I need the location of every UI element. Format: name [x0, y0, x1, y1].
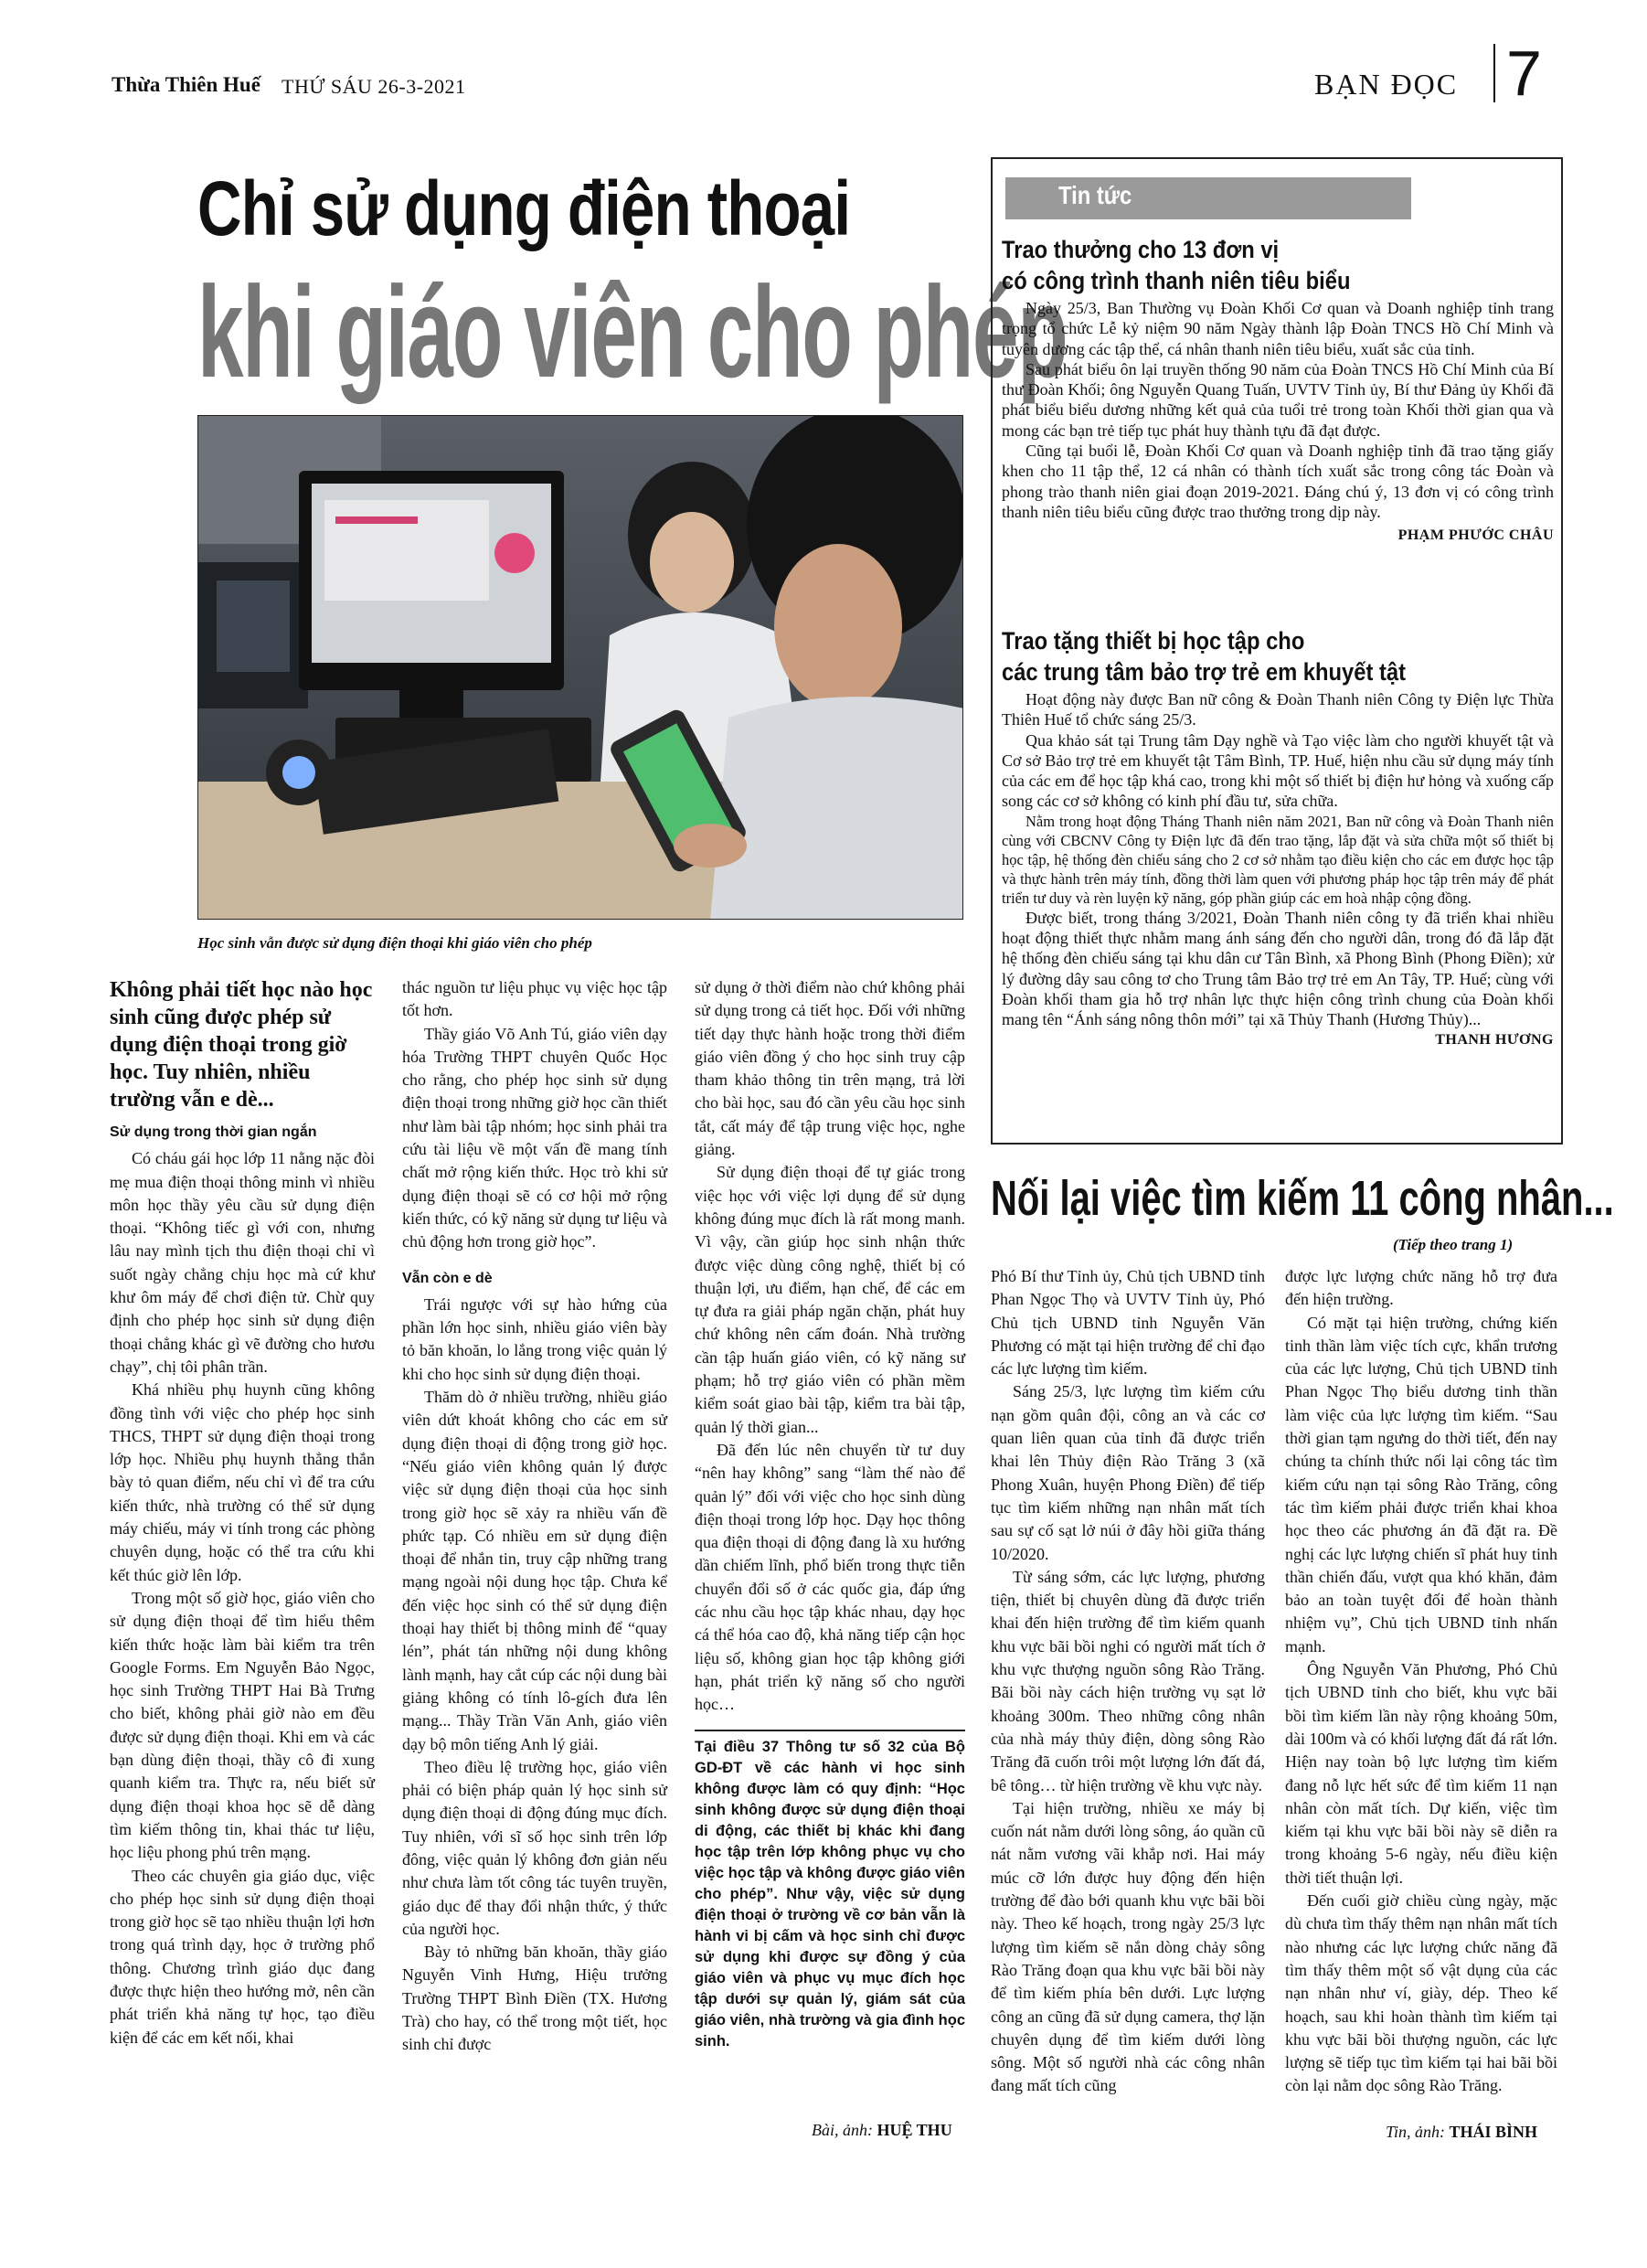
main-article-column-2: [402, 976, 667, 2057]
paragraph: được lực lượng chức năng hỗ trợ đưa đến hiện trường.: [1285, 1267, 1557, 1309]
news-item-1-title-line1: Trao thưởng cho 13 đơn vị: [1002, 236, 1280, 263]
paragraph: Trái ngược với sự hào hứng của phần lớn học sinh, nhiều giáo viên bày tỏ băn khoăn, lo lắng trong việc quản lý khi cho học sinh sử dụng điện thoại.: [402, 1294, 667, 1383]
paragraph: Sau phát biểu ôn lại truyền thống 90 năm của Đoàn TNCS Hồ Chí Minh của Bí thư Đoàn Khối; ông Nguyễn Quang Tuấn, UVTV Tỉnh ủy, Bí thư Đảng ủy Khối đã phát biểu biểu dương những kết quả của tuổi trẻ trong toàn Khối thời gian qua và mong các bạn trẻ tiếp tục phát huy thành tựu đã đạt được.: [1002, 359, 1554, 440]
news-item-1-title-line2: có công trình thanh niên tiêu biểu: [1002, 267, 1351, 294]
masthead-divider: [1493, 44, 1495, 102]
main-title-line1: Chỉ sử dụng điện thoại: [197, 165, 851, 251]
regulation-quote-box: Tại điều 37 Thông tư số 32 của Bộ GD-ĐT về các hành vi học sinh không được làm có quy định: “Học sinh không được sử dụng điện thoại di động, các thiết bị khác khi đang học tập trên lớp không phục vụ cho việc học tập và không được giáo viên cho phép”. Như vậy, việc sử dụng điện thoại ở trường về cơ bản vẫn là hành vi bị cấm và học sinh chỉ được sử dụng khi được sự đồng ý của giáo viên và phục vụ mục đích học tập dưới sự quản lý, giám sát của giáo viên, nhà trường và gia đình học sinh.: [695, 1730, 965, 2052]
photo-caption: Học sinh vẫn được sử dụng điện thoại khi giáo viên cho phép: [197, 934, 592, 952]
paragraph: Ngày 25/3, Ban Thường vụ Đoàn Khối Cơ quan và Doanh nghiệp tỉnh trang trọng tổ chức Lễ kỷ niệm 90 năm Ngày thành lập Đoàn TNCS Hồ Chí Minh và tuyên dương các tập thể, cá nhân thanh niên tiêu biểu, xuất sắc của tỉnh.: [1002, 299, 1554, 358]
article3-column-2: [1285, 1265, 1557, 2098]
byline-prefix: Tin, ảnh:: [1386, 2123, 1446, 2141]
subheading-2: Vẫn còn e dè: [402, 1270, 493, 1286]
paragraph: Khá nhiều phụ huynh cũng không đồng tình với việc cho phép học sinh THCS, THPT sử dụng điện thoại trong lớp học. Nhiều phụ huynh thẳng thắn bày tỏ quan điểm, nếu chỉ vì để tra cứu kiến thức, nhà trường có thể sử dụng máy chiếu, máy vi tính trong các phòng chuyên dụng, hoặc có thể tra cứu khi kết thúc giờ lên lớp.: [110, 1380, 375, 1584]
paragraph: Tại hiện trường, nhiều xe máy bị cuốn nát nằm dưới lòng sông, áo quần cũ nát nằm vương vãi khắp nơi. Hai máy múc cỡ lớn được huy động đến hiện trường để đào bới quanh khu vực bãi bồi này. Theo kế hoạch, trong ngày 25/3 lực lượng tìm kiếm sẽ nắn dòng chảy sông Rào Trăng đoạn qua khu vực bãi bồi này để tìm kiếm phía bên dưới. Lực lượng công an cũng đã sử dụng camera, thợ lặn chuyên dụng để tìm kiếm dưới lòng sông. Một số người nhà các công nhân đang mất tích cũng: [991, 1798, 1265, 2095]
paragraph: thác nguồn tư liệu phục vụ việc học tập tốt hơn.: [402, 978, 667, 1020]
byline-author: THÁI BÌNH: [1449, 2123, 1538, 2141]
byline-author: HUỆ THU: [877, 2121, 952, 2139]
subheading-1: Sử dụng trong thời gian ngắn: [110, 1124, 317, 1140]
paragraph: Bày tỏ những băn khoăn, thầy giáo Nguyễn Vinh Hưng, Hiệu trưởng Trường THPT Bình Điền (TX. Hương Trà) cho hay, có thể trong một tiết, học sinh chỉ được: [402, 1943, 667, 2054]
paragraph: Theo các chuyên gia giáo dục, việc cho phép học sinh sử dụng điện thoại trong giờ học sẽ tạo nhiều thuận lợi hơn trong quá trình dạy, học ở trường phổ thông. Chương trình giáo dục đang được thực hiện theo hướng mở, nên cần phát triển khả năng tự học, tạo điều kiện để các em kết nối, khai: [110, 1866, 375, 2047]
paragraph: Có cháu gái học lớp 11 nằng nặc đòi mẹ mua điện thoại thông minh vì nhiều môn học thầy yêu cầu sử dụng điện thoại. “Không tiếc gì với con, nhưng lâu nay mình tịch thu điện thoại chỉ vì suốt ngày chẳng chịu học mà cứ khư khư ôm máy để chơi điện tử. Chừ quy định cho phép học sinh sử dụng điện thoại chẳng khác gì vẽ đường cho hươu chạy”, chị tôi phân trần.: [110, 1149, 375, 1376]
news-item-1: [1002, 234, 1554, 544]
paragraph: sử dụng ở thời điểm nào chứ không phải sử dụng trong cả tiết học. Đối với những tiết dạy thực hành hoặc trong thời điểm giáo viên đồng ý cho học sinh truy cập tham khảo thông tin trên mạng, trả lời cho bài học, sau đó cần yêu cầu học sinh tắt, cất máy để tập trung việc học, nghe giảng.: [695, 978, 965, 1159]
paragraph: Phó Bí thư Tỉnh ủy, Chủ tịch UBND tỉnh Phan Ngọc Thọ và UVTV Tỉnh ủy, Phó Chủ tịch UBND tỉnh Nguyễn Văn Phương có mặt tại hiện trường để chỉ đạo các lực lượng tìm kiếm.: [991, 1267, 1265, 1379]
main-article-column-3: [695, 976, 965, 2052]
masthead-section: BẠN ĐỌC: [1314, 68, 1459, 101]
paragraph: Có mặt tại hiện trường, chứng kiến tinh thần làm việc tích cực, khẩn trương của các lực lượng, Chủ tịch UBND tỉnh Phan Ngọc Thọ biểu dương tinh thần làm việc của lực lượng tìm kiếm. “Sau thời gian tạm ngưng do thời tiết, đến nay chúng ta chính thức nối lại công tác tìm kiếm cứu nạn tại sông Rào Trăng, công tác tìm kiếm phải được triển khai khoa học theo các phương án đã đặt ra. Đề nghị các lực lượng chiến sĩ phát huy tinh thần chiến đấu, vượt qua khó khăn, đảm bảo an toàn tuyệt đối để hoàn thành nhiệm vụ”, Chủ tịch UBND tỉnh nhấn mạnh.: [1285, 1313, 1557, 1656]
paragraph: Từ sáng sớm, các lực lượng, phương tiện, thiết bị chuyên dùng đã được triển khai đến hiện trường để tìm kiếm quanh khu vực bãi bồi nghi có người mất tích ở khu vực thượng nguồn sông Rào Trăng. Bãi bồi này cách hiện trường vụ sạt lở khoảng 300m. Theo những công nhân của nhà máy thủy điện, dòng sông Rào Trăng đã cuốn trôi một lượng lớn đất đá, bê tông… từ hiện trường về khu vực này.: [991, 1567, 1265, 1794]
main-article-column-1: [110, 976, 375, 2050]
news-badge: [1005, 177, 1411, 219]
main-photo: [197, 415, 963, 920]
paragraph: Nằm trong hoạt động Tháng Thanh niên năm 2021, Ban nữ công và Đoàn Thanh niên cùng với CBCNV Công ty Điện lực đã đến trao tặng, lắp đặt và sửa chữa một số thiết bị học tập, hệ thống đèn chiếu sáng cho 2 cơ sở nhằm tạo điều kiện cho các em được học tập và thực hành trên máy tính, đồng thời làm quen với phương pháp học tập trên máy để phát triển tư duy và rèn luyện kỹ năng, góp phần giúp các em hoà nhập cộng đồng.: [1002, 812, 1554, 907]
masthead-date: THỨ SÁU 26-3-2021: [282, 75, 466, 98]
masthead-paper-name: Thừa Thiên Huế: [112, 73, 260, 96]
paragraph: Đến cuối giờ chiều cùng ngày, mặc dù chưa tìm thấy thêm nạn nhân mất tích nào nhưng các lực lượng chức năng đã tìm thấy thêm một số vật dụng của các nạn nhân như ví, giày, dép. Theo kế hoạch, sau khi hoàn thành tìm kiếm tại khu vực bãi bồi thượng nguồn, các lực lượng sẽ tiếp tục tìm kiếm tại hai bãi bồi còn lại nằm dọc sông Rào Trăng.: [1285, 1891, 1557, 2095]
article3-title: Nối lại việc tìm kiếm 11 công nhân...: [991, 1171, 1614, 1226]
news-item-2: [1002, 625, 1554, 1049]
paragraph: Đã đến lúc nên chuyển từ tư duy “nên hay không” sang “làm thế nào để quản lý” đối với việc cho học sinh dùng điện thoại trong lớp học. Dạy học thông qua điện thoại di động đang là xu hướng dần chiếm lĩnh, phổ biến trong thực tiễn chuyển đổi số ở các quốc gia, đáp ứng các nhu cầu học tập khác nhau, dạy học cá thể hóa cao độ, khả năng tiếp cận học liệu số, không gian học tập không giới hạn, phát triển kỹ năng số cho người học…: [695, 1440, 965, 1714]
paragraph: Sáng 25/3, lực lượng tìm kiếm cứu nạn gồm quân đội, công an và các cơ quan liên quan của tỉnh đã được triển khai lên Thủy điện Rào Trăng 3 (xã Phong Xuân, huyện Phong Điền) để tiếp tục tìm kiếm những nạn nhân mất tích sau sự cố sạt lở núi ở đây hồi giữa tháng 10/2020.: [991, 1382, 1265, 1563]
paragraph: Trong một số giờ học, giáo viên cho sử dụng điện thoại để tìm hiểu thêm kiến thức hoặc làm bài kiểm tra trên Google Forms. Em Nguyễn Bảo Ngọc, học sinh Trường THPT Hai Bà Trưng cho biết, không phải giờ nào em đều được sử dụng điện thoại. Khi em và các bạn dùng điện thoại, thầy cô đi xung quanh kiểm tra. Thực ra, nếu biết sử dụng điện thoại khoa học sẽ dễ dàng tìm kiếm thông tin, khai thác tư liệu, học liệu phong phú trên mạng.: [110, 1588, 375, 1862]
paragraph: Thầy giáo Võ Anh Tú, giáo viên dạy hóa Trường THPT chuyên Quốc Học cho rằng, cho phép học sinh sử dụng điện thoại trong những giờ học cần thiết như làm bài tập nhóm; học sinh phải tra cứu tài liệu về một vấn đề mang tính chất mở rộng kiến thức. Học trò khi sử dụng điện thoại sẽ có cơ hội mở rộng kiến thức, có kỹ năng sử dụng tư liệu và chủ động hơn trong giờ học”.: [402, 1024, 667, 1251]
paragraph: Thăm dò ở nhiều trường, nhiều giáo viên dứt khoát không cho các em sử dụng điện thoại di động trong giờ học. “Nếu giáo viên không quản lý được việc sử dụng điện thoại của học sinh trong giờ học sẽ xảy ra nhiều vấn đề phức tạp. Có nhiều em sử dụng điện thoại để nhắn tin, truy cập những trang mạng ngoài nội dung học tập. Chưa kể đến việc học sinh có thể sử dụng điện thoại hay thiết bị thông minh để “quay lén”, phát tán những nội dung không lành mạnh, hay cắt cúp các nội dung bài giảng không có tính lô-gích đưa lên mạng... Thầy Trần Văn Anh, giáo viên dạy bộ môn tiếng Anh lý giải.: [402, 1388, 667, 1753]
paragraph: Theo điều lệ trường học, giáo viên phải có biện pháp quản lý học sinh sử dụng điện thoại di động đúng mục đích. Tuy nhiên, với sĩ số học sinh trên lớp đông, việc quản lý không đơn giản nếu như chưa làm tốt công tác tuyên truyền, giáo dục để thay đổi nhận thức, ý thức của người học.: [402, 1757, 667, 1938]
article3-byline: [1386, 2123, 1537, 2142]
paragraph: Ông Nguyễn Văn Phương, Phó Chủ tịch UBND tỉnh cho biết, khu vực bãi bồi tìm kiếm lần này rộng khoảng 50m, dài 100m và có khối lượng đất đá rất lớn. Hiện nay toàn bộ lực lượng tìm kiếm đang nỗ lực hết sức để tìm kiếm 11 nạn nhân còn mất tích. Dự kiến, việc tìm kiếm tại khu vực bãi bồi này sẽ diễn ra trong khoảng 5-6 ngày, nếu điều kiện thời tiết thuận lợi.: [1285, 1660, 1557, 1887]
news-item-2-title-line2: các trung tâm bảo trợ trẻ em khuyết tật: [1002, 658, 1407, 686]
article3-column-1: [991, 1265, 1265, 2098]
paragraph: Qua khảo sát tại Trung tâm Dạy nghề và Tạo việc làm cho người khuyết tật và Cơ sở Bảo trợ trẻ em khuyết tật Tâm Bình, TP. Huế, hiện nhu cầu sử dụng máy tính của các em để học tập khá cao, trong khi một số thiết bị điện hư hỏng và xuống cấp song các cơ sở không có kinh phí đầu tư, sửa chữa.: [1002, 730, 1554, 811]
continued-note: (Tiếp theo trang 1): [1393, 1236, 1514, 1253]
main-title-line2: khi giáo viên cho phép: [197, 260, 1068, 405]
paragraph: Được biết, trong tháng 3/2021, Đoàn Thanh niên công ty đã triển khai nhiều hoạt động thiết thực nhằm mang ánh sáng đến cho người dân, trong đó đã lắp đặt hệ thống đèn chiếu sáng tại khu dân cư Tân Bình, xã Phong Bình (Phong Điền); xử lý đường dây sau công tơ cho Trung tâm Bảo trợ trẻ em An Tây, TP. Huế; cùng với Đoàn khối tham gia hỗ trợ nhân lực thực hiện công trình chung của Đoàn khối mang tên “Ánh sáng nông thôn mới” tại xã Thủy Thanh (Hương Thủy)...: [1002, 908, 1554, 1029]
main-article-byline: [812, 2121, 952, 2140]
byline-prefix: Bài, ảnh:: [812, 2121, 873, 2139]
classroom-photo-illustration: [198, 416, 963, 920]
page-number: 7: [1506, 37, 1542, 109]
paragraph: Cũng tại buổi lễ, Đoàn Khối Cơ quan và Doanh nghiệp tỉnh đã trao tặng giấy khen cho 11 tập thể, 12 cá nhân có thành tích xuất sắc trong công tác Đoàn và phong trào thanh niên giai đoạn 2019-2021. Đáng chú ý, 13 đơn vị có công trình thanh niên tiêu biểu cũng được trao thưởng trong dịp này.: [1002, 442, 1554, 521]
paragraph: Sử dụng điện thoại để tự giác trong việc học với việc lợi dụng để sử dụng không đúng mục đích là rất mong manh. Vì vậy, cần giúp học sinh nhận thức được việc dùng công nghệ, thiết bị có thuận lợi, ưu điểm, hạn chế, để các em tự đưa ra giải pháp ngăn chặn, phát huy chứ không nên cấm đoán. Nhà trường cần tập huấn giáo viên, có kỹ năng sư phạm; hỗ trợ giáo viên có phần mềm kiểm soát giao bài tập, kiểm tra bài tập, quản lý thời gian...: [695, 1163, 965, 1436]
news-badge-label: Tin tức: [1058, 181, 1132, 209]
article-lead: Không phải tiết học nào học sinh cũng được phép sử dụng điện thoại trong giờ học. Tuy nhiên, nhiều trường vẫn e dè...: [110, 978, 373, 1112]
paragraph: Hoạt động này được Ban nữ công & Đoàn Thanh niên Công ty Điện lực Thừa Thiên Huế tổ chức sáng 25/3.: [1002, 690, 1554, 729]
news-item-2-author: THANH HƯƠNG: [1435, 1031, 1554, 1048]
news-item-2-title-line1: Trao tặng thiết bị học tập cho: [1002, 627, 1305, 655]
news-item-1-author: PHẠM PHƯỚC CHÂU: [1397, 527, 1554, 544]
